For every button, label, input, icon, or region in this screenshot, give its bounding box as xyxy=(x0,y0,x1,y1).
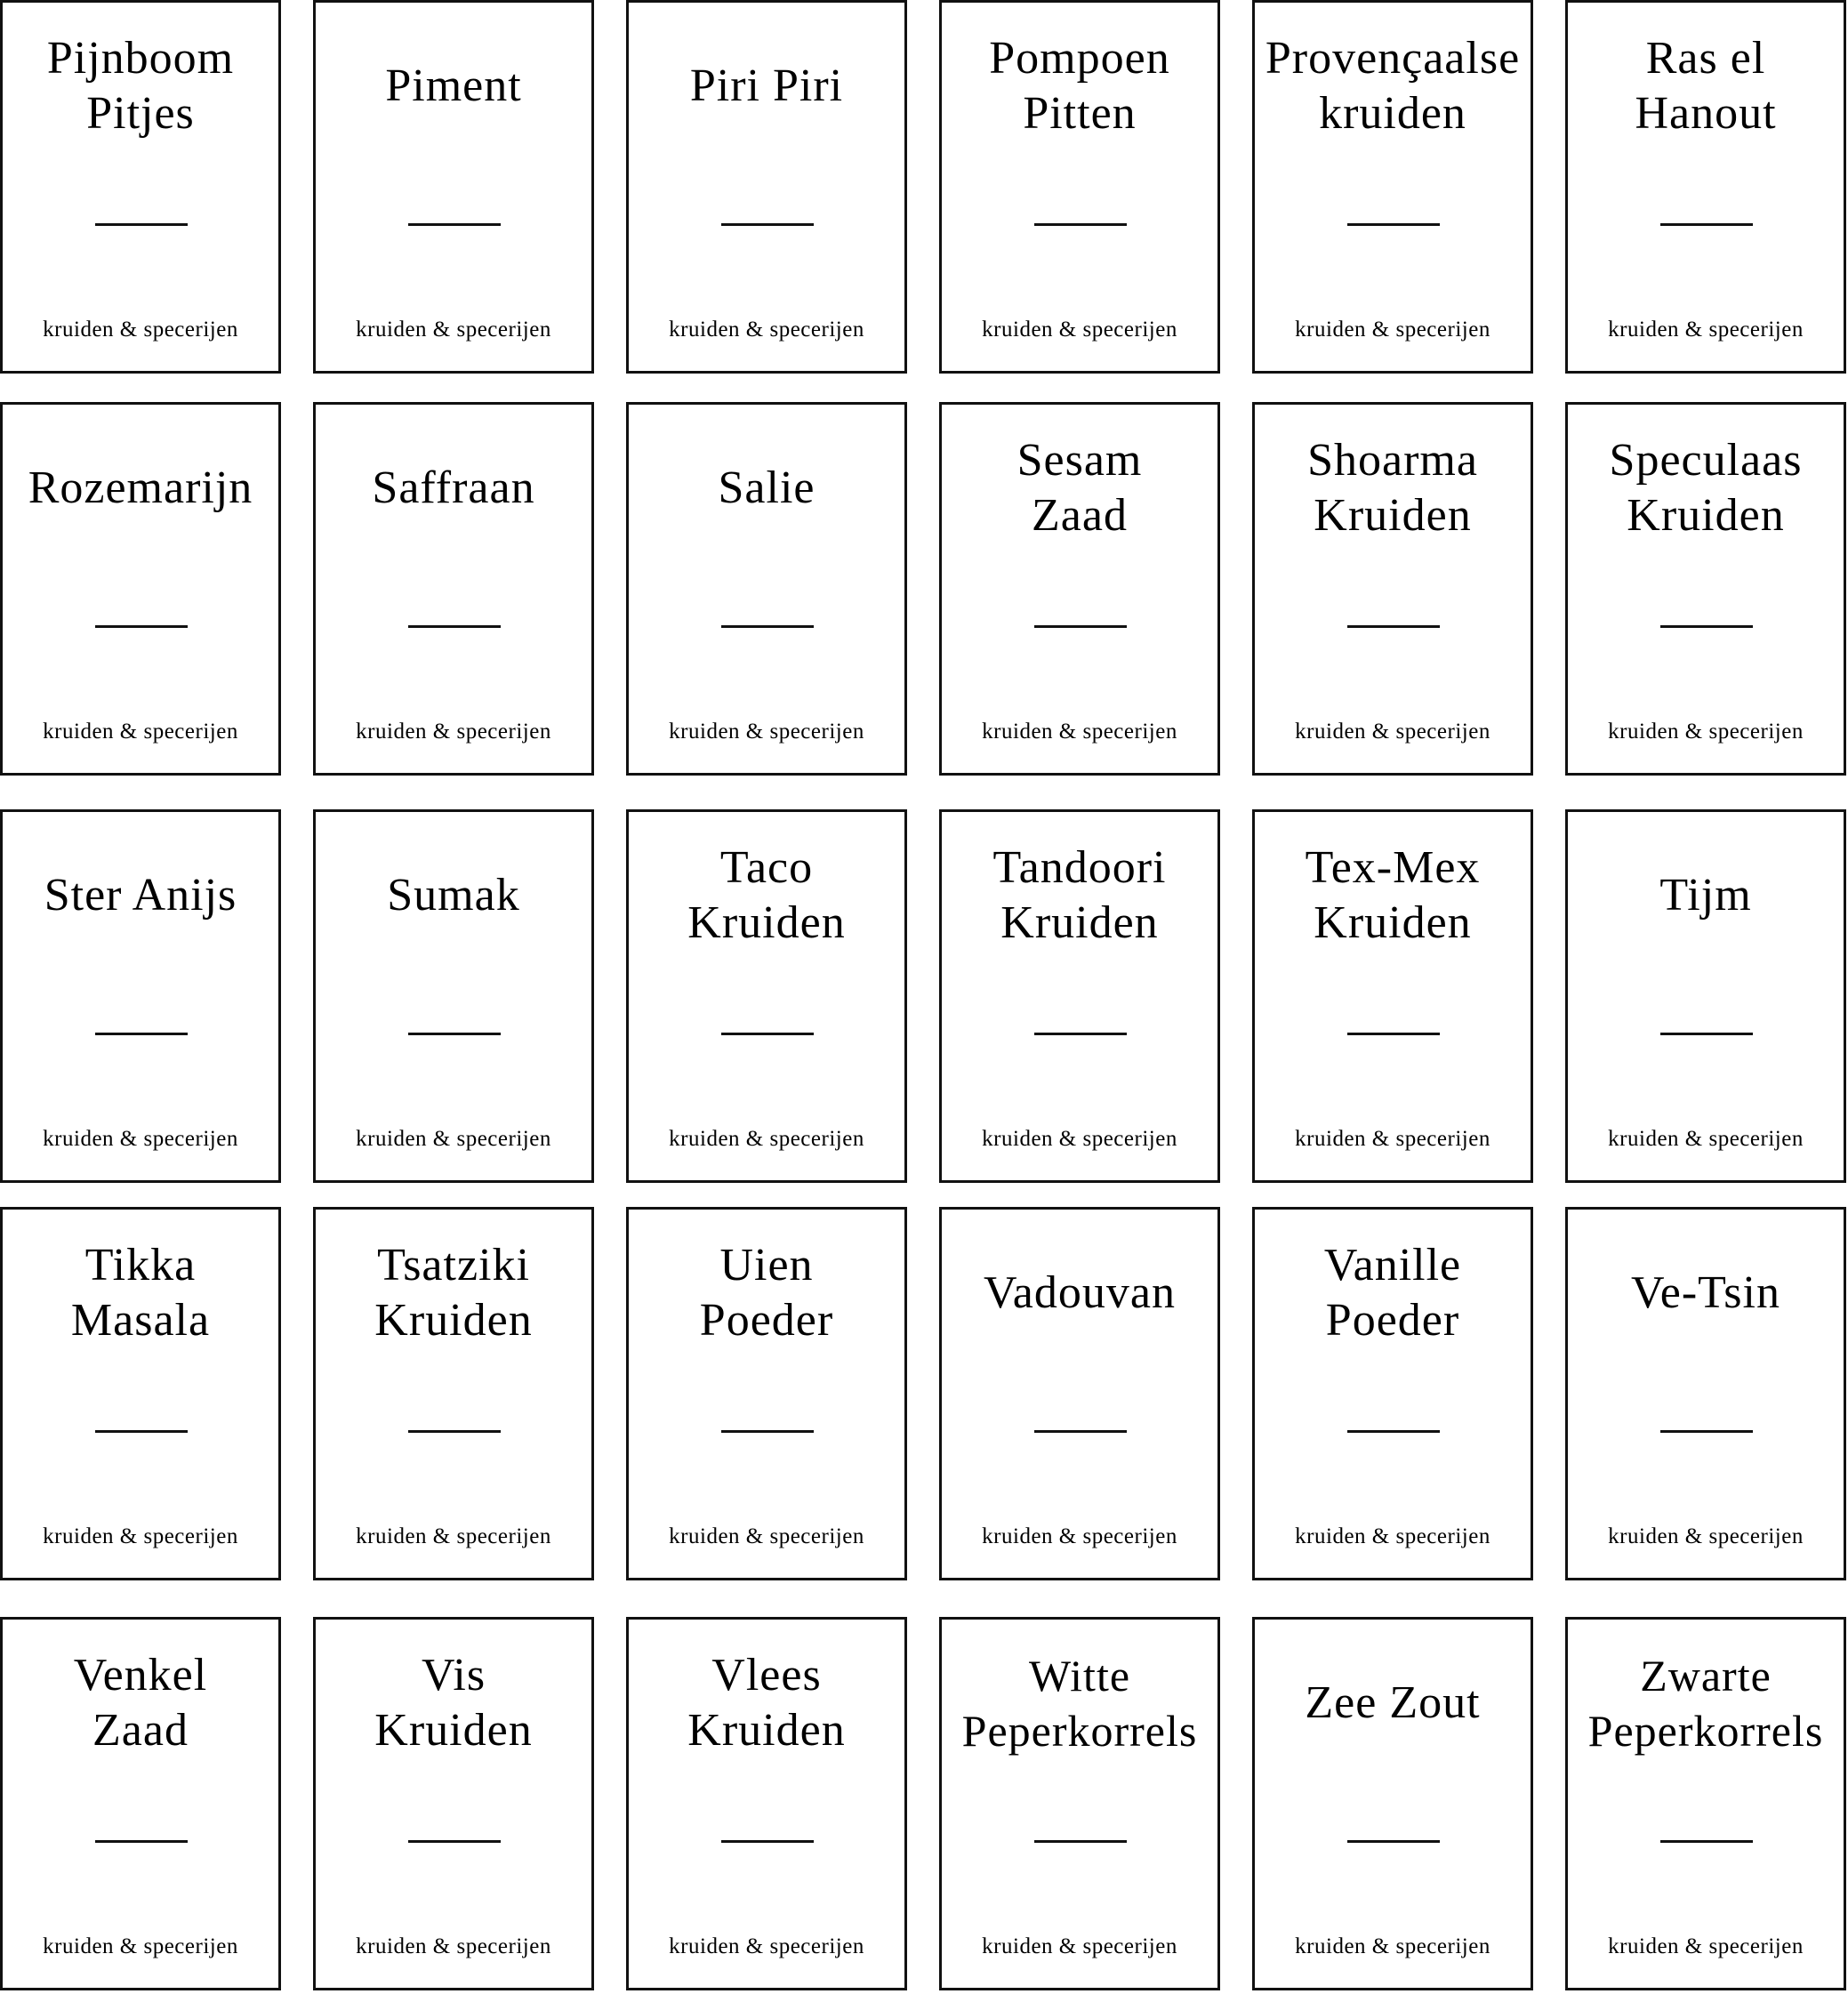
divider-line xyxy=(408,223,501,226)
divider-line xyxy=(721,223,814,226)
spice-label xyxy=(0,1617,281,1990)
spice-name: Vanille Poeder xyxy=(1323,1240,1462,1346)
divider-line xyxy=(721,1033,814,1035)
category-caption: kruiden & specerijen xyxy=(982,1934,1177,1958)
spice-label xyxy=(626,1207,907,1580)
spice-label xyxy=(1252,0,1533,374)
divider-line xyxy=(95,1840,188,1843)
divider-line xyxy=(1034,223,1127,226)
category-caption: kruiden & specerijen xyxy=(1608,318,1804,342)
divider-line xyxy=(1347,1033,1440,1035)
spice-name: Sesam Zaad xyxy=(1016,435,1143,541)
spice-label xyxy=(626,0,907,374)
spice-name: Shoarma Kruiden xyxy=(1307,435,1478,541)
label-row xyxy=(0,1617,1848,1990)
spice-name: Salie xyxy=(718,462,816,513)
divider-line xyxy=(95,1033,188,1035)
spice-label xyxy=(0,0,281,374)
category-caption: kruiden & specerijen xyxy=(356,318,551,342)
divider-line xyxy=(95,223,188,226)
divider-line xyxy=(1347,223,1440,226)
spice-label xyxy=(939,1207,1220,1580)
category-caption: kruiden & specerijen xyxy=(982,1524,1177,1548)
spice-label xyxy=(313,1207,594,1580)
category-caption: kruiden & specerijen xyxy=(43,318,238,342)
label-row xyxy=(0,809,1848,1183)
category-caption: kruiden & specerijen xyxy=(1295,1127,1490,1151)
divider-line xyxy=(1034,1840,1127,1843)
divider-line xyxy=(721,625,814,628)
spice-name: Tijm xyxy=(1659,870,1752,921)
divider-line xyxy=(1347,625,1440,628)
spice-label xyxy=(939,1617,1220,1990)
spice-label xyxy=(626,1617,907,1990)
category-caption: kruiden & specerijen xyxy=(982,1127,1177,1151)
spice-name: Ras el Hanout xyxy=(1635,33,1777,139)
divider-line xyxy=(408,1430,501,1433)
spice-name: Zwarte Peperkorrels xyxy=(1587,1651,1824,1756)
label-row xyxy=(0,0,1848,374)
category-caption: kruiden & specerijen xyxy=(1295,1934,1490,1958)
spice-label xyxy=(1565,809,1846,1183)
spice-name: Rozemarijn xyxy=(28,462,253,513)
category-caption: kruiden & specerijen xyxy=(1295,318,1490,342)
spice-label xyxy=(1565,1617,1846,1990)
spice-name: Tandoori Kruiden xyxy=(992,842,1167,948)
divider-line xyxy=(1660,1033,1753,1035)
category-caption: kruiden & specerijen xyxy=(669,1524,864,1548)
spice-label xyxy=(1565,0,1846,374)
category-caption: kruiden & specerijen xyxy=(43,1127,238,1151)
spice-label xyxy=(0,809,281,1183)
spice-label xyxy=(1252,809,1533,1183)
spice-name: Pijnboom Pitjes xyxy=(46,33,235,139)
spice-label xyxy=(939,809,1220,1183)
category-caption: kruiden & specerijen xyxy=(1295,1524,1490,1548)
category-caption: kruiden & specerijen xyxy=(1608,1934,1804,1958)
category-caption: kruiden & specerijen xyxy=(982,720,1177,744)
category-caption: kruiden & specerijen xyxy=(1295,720,1490,744)
label-row xyxy=(0,402,1848,776)
divider-line xyxy=(408,1840,501,1843)
divider-line xyxy=(721,1840,814,1843)
category-caption: kruiden & specerijen xyxy=(356,1127,551,1151)
category-caption: kruiden & specerijen xyxy=(356,1524,551,1548)
divider-line xyxy=(1660,223,1753,226)
divider-line xyxy=(1347,1840,1440,1843)
spice-label xyxy=(1565,402,1846,776)
category-caption: kruiden & specerijen xyxy=(982,318,1177,342)
spice-label xyxy=(626,809,907,1183)
divider-line xyxy=(1034,625,1127,628)
spice-name: Witte Peperkorrels xyxy=(961,1651,1198,1756)
spice-name: Piri Piri xyxy=(689,60,844,111)
spice-name: Ve-Tsin xyxy=(1630,1267,1780,1318)
category-caption: kruiden & specerijen xyxy=(43,1934,238,1958)
spice-name: Speculaas Kruiden xyxy=(1609,435,1803,541)
divider-line xyxy=(95,625,188,628)
spice-label xyxy=(313,0,594,374)
spice-label xyxy=(626,402,907,776)
divider-line xyxy=(1660,1430,1753,1433)
spice-name: Pompoen Pitten xyxy=(989,33,1170,139)
spice-label xyxy=(1252,1617,1533,1990)
divider-line xyxy=(1347,1430,1440,1433)
spice-label xyxy=(313,402,594,776)
spice-name: Tsatziki Kruiden xyxy=(374,1240,533,1346)
spice-label xyxy=(1252,402,1533,776)
spice-name: Vlees Kruiden xyxy=(687,1650,846,1756)
category-caption: kruiden & specerijen xyxy=(1608,720,1804,744)
category-caption: kruiden & specerijen xyxy=(669,1934,864,1958)
category-caption: kruiden & specerijen xyxy=(356,1934,551,1958)
spice-label xyxy=(1565,1207,1846,1580)
spice-name: Piment xyxy=(385,60,522,111)
spice-label xyxy=(939,402,1220,776)
spice-name: Uien Poeder xyxy=(699,1240,834,1346)
spice-label xyxy=(0,402,281,776)
divider-line xyxy=(1034,1430,1127,1433)
divider-line xyxy=(408,625,501,628)
category-caption: kruiden & specerijen xyxy=(669,720,864,744)
divider-line xyxy=(95,1430,188,1433)
category-caption: kruiden & specerijen xyxy=(43,720,238,744)
category-caption: kruiden & specerijen xyxy=(669,1127,864,1151)
spice-name: Venkel Zaad xyxy=(73,1650,208,1756)
divider-line xyxy=(1034,1033,1127,1035)
spice-label xyxy=(0,1207,281,1580)
category-caption: kruiden & specerijen xyxy=(669,318,864,342)
spice-name: Sumak xyxy=(387,870,520,921)
category-caption: kruiden & specerijen xyxy=(43,1524,238,1548)
spice-name: Zee Zout xyxy=(1305,1677,1481,1728)
spice-label xyxy=(939,0,1220,374)
spice-name: Tikka Masala xyxy=(70,1240,211,1346)
spice-name: Saffraan xyxy=(372,462,535,513)
spice-name: Provençaalse kruiden xyxy=(1265,33,1521,139)
divider-line xyxy=(1660,1840,1753,1843)
spice-name: Vis Kruiden xyxy=(374,1650,533,1756)
divider-line xyxy=(1660,625,1753,628)
category-caption: kruiden & specerijen xyxy=(1608,1524,1804,1548)
divider-line xyxy=(721,1430,814,1433)
category-caption: kruiden & specerijen xyxy=(356,720,551,744)
divider-line xyxy=(408,1033,501,1035)
spice-label xyxy=(1252,1207,1533,1580)
spice-name: Taco Kruiden xyxy=(687,842,846,948)
category-caption: kruiden & specerijen xyxy=(1608,1127,1804,1151)
spice-name: Ster Anijs xyxy=(44,870,237,921)
label-row xyxy=(0,1207,1848,1580)
spice-name: Vadouvan xyxy=(984,1267,1176,1318)
spice-label xyxy=(313,809,594,1183)
spice-label xyxy=(313,1617,594,1990)
spice-name: Tex-Mex Kruiden xyxy=(1305,842,1481,948)
